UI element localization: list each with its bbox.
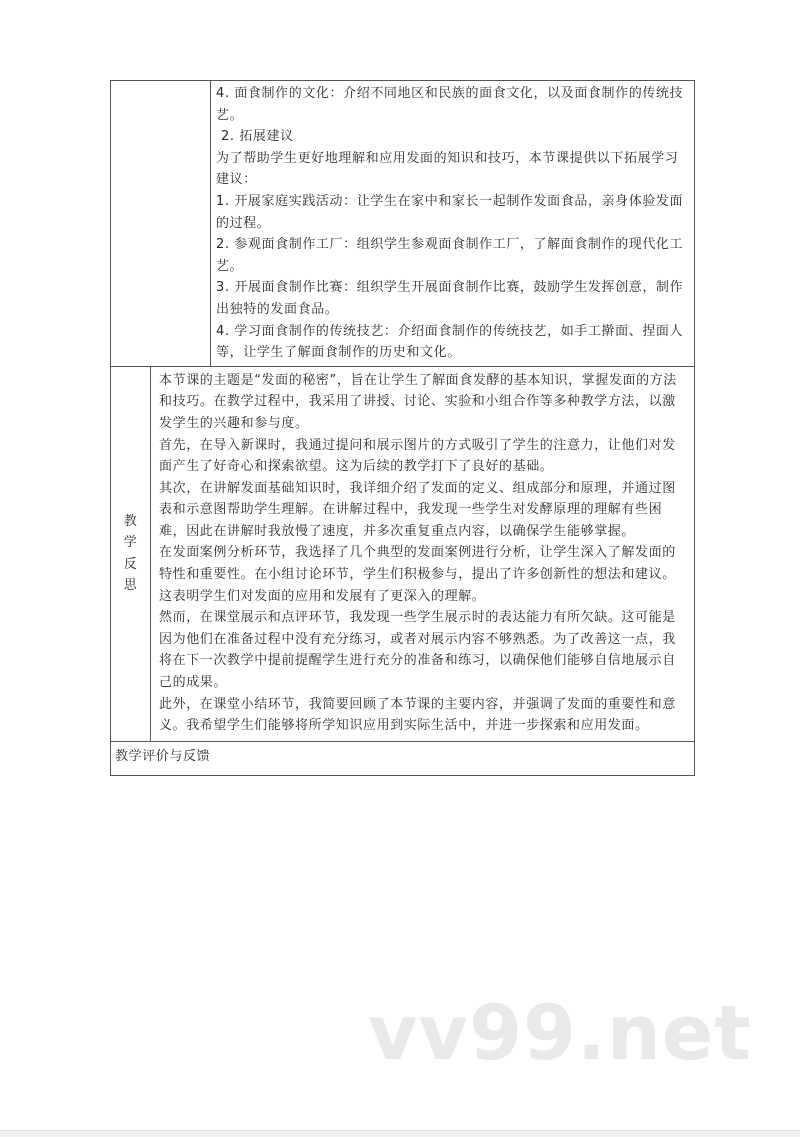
lesson-plan-table — [110, 80, 695, 776]
evaluation-row — [111, 741, 695, 776]
reflection-paragraph: 本节课的主题是“发面的秘密”，旨在让学生了解面食发酵的基本知识，掌握发面的方法和技巧。在教学过程中，我采用了讲授、讨论、实验和小组合作等多种教学方法，以激发学生的兴趣和参与度。 — [159, 372, 677, 431]
extension-row — [111, 81, 695, 367]
reflection-paragraph: 其次，在讲解发面基础知识时，我详细介绍了发面的定义、组成部分和原理，并通过图表和示意图帮助学生理解。在讲解过程中，我发现一些学生对发酵原理的理解有些困难，因此在讲解时我放慢了速度，并多次重复重点内容，以确保学生能够掌握。 — [159, 480, 676, 539]
culture-item: 4. 面食制作的文化：介绍不同地区和民族的面食文化，以及面食制作的传统技艺。 — [216, 86, 684, 123]
extension-label-cell — [111, 81, 211, 367]
reflection-content-cell — [151, 366, 695, 741]
reflection-paragraph: 此外，在课堂小结环节，我简要回顾了本节课的主要内容，并强调了发面的重要性和意义。我希望学生们能够将所学知识应用到实际生活中，并进一步探索和应用发面。 — [159, 696, 676, 734]
reflection-paragraph: 然而，在课堂展示和点评环节，我发现一些学生展示时的表达能力有所欠缺。这可能是因为他们在准备过程中没有充分练习，或者对展示内容不够熟悉。为了改善这一点，我将在下一次教学中提前提醒学生进行充分的准备和练习，以确保他们能够自信地展示自己的成果。 — [159, 610, 676, 691]
page-bottom-edge — [0, 1130, 800, 1137]
label-char: 学 — [123, 535, 138, 551]
label-char: 教 — [123, 513, 138, 529]
watermark-text: vv99.net — [368, 988, 752, 1077]
extension-heading: 2. 拓展建议 — [221, 129, 294, 145]
reflection-label — [111, 366, 151, 741]
extension-item: 4. 学习面食制作的传统技艺：介绍面食制作的传统技艺，如手工擀面、捏面人等，让学生了解面食制作的历史和文化。 — [216, 323, 684, 361]
extension-intro: 为了帮助学生更好地理解和应用发面的知识和技巧，本节课提供以下拓展学习建议： — [216, 150, 679, 188]
extension-item: 2. 参观面食制作工厂：组织学生参观面食制作工厂，了解面食制作的现代化工艺。 — [216, 237, 684, 274]
extension-item: 1. 开展家庭实践活动：让学生在家中和家长一起制作发面食品，亲身体验发面的过程。 — [216, 193, 684, 231]
reflection-paragraph: 在发面案例分析环节，我选择了几个典型的发面案例进行分析，让学生深入了解发面的特性和重要性。在小组讨论环节，学生们积极参与，提出了许多创新性的想法和建议。这表明学生们对发面的应用和发展有了更深入的理解。 — [159, 545, 676, 604]
reflection-row — [111, 366, 695, 741]
reflection-paragraph: 首先，在导入新课时，我通过提问和展示图片的方式吸引了学生的注意力，让他们对发面产生了好奇心和探索欲望。这为后续的教学打下了良好的基础。 — [159, 437, 676, 475]
extension-content-cell — [211, 81, 695, 367]
extension-item: 3. 开展面食制作比赛：组织学生开展面食制作比赛，鼓励学生发挥创意，制作出独特的发面食品。 — [216, 280, 684, 317]
label-char: 思 — [123, 578, 138, 594]
label-char: 反 — [123, 556, 138, 572]
evaluation-label: 教学评价与反馈 — [111, 741, 695, 776]
